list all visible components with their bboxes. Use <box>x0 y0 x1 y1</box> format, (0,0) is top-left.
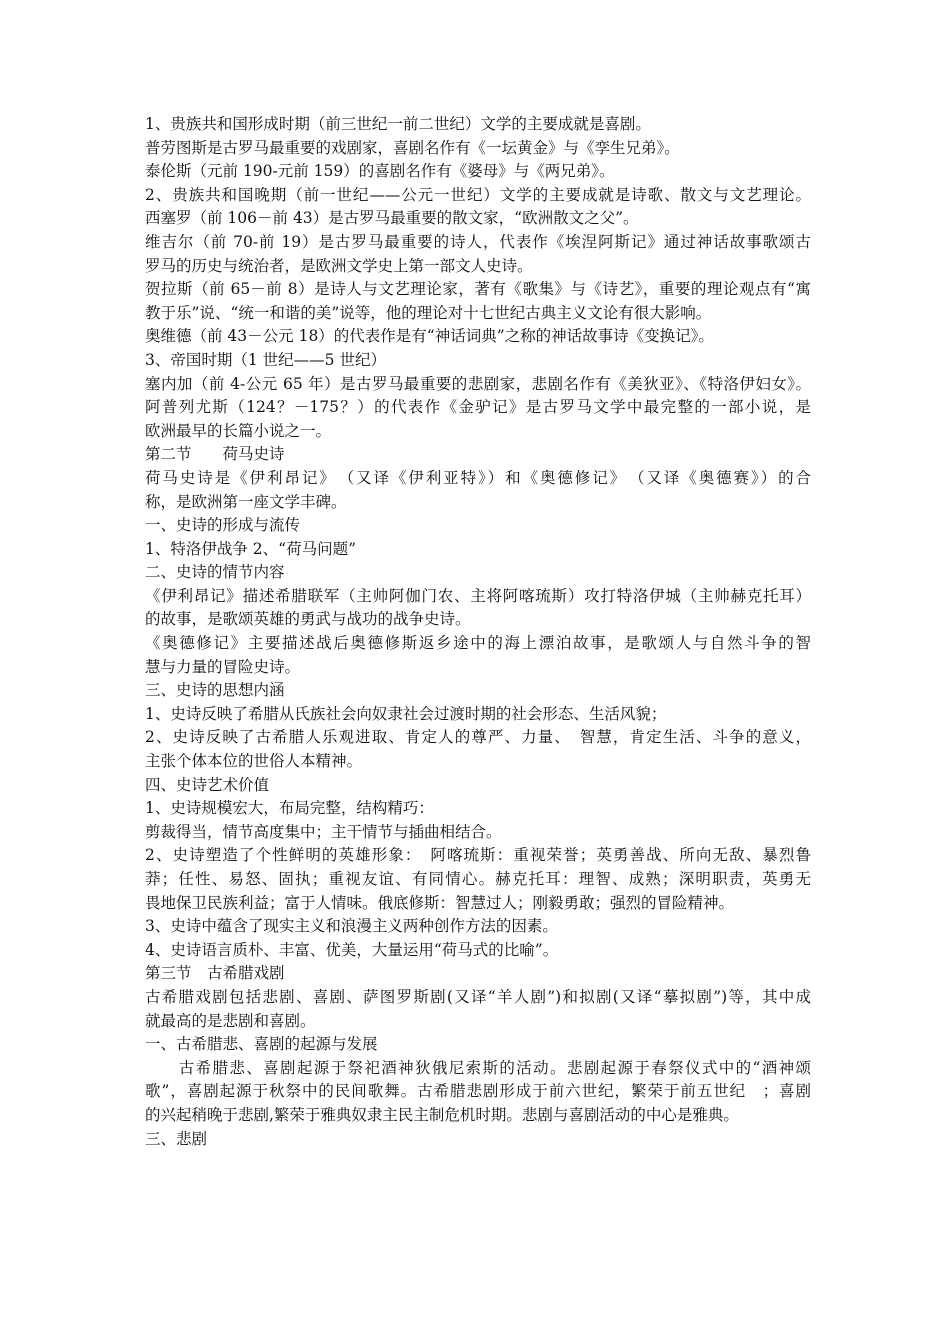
text-line: 教于乐”说、“统一和谐的美”说等，他的理论对十七世纪古典主义文论有很大影响。 <box>145 303 712 322</box>
text-line: 1、史诗规模宏大，布局完整，结构精巧： <box>145 799 434 818</box>
text-line: 主张个体本位的世俗人本精神。 <box>145 752 363 771</box>
text-line: 西塞罗（前 106－前 43）是古罗马最重要的散文家，“欧洲散文之父”。 <box>145 209 639 228</box>
text-line: 3、帝国时期（1 世纪——5 世纪） <box>145 350 386 369</box>
text-line: 《伊利昂记》描述希腊联军（主帅阿伽门农、主将阿喀琉斯）攻打特洛伊城（主帅赫克托耳） <box>145 586 811 605</box>
text-line: 莽；任性、易怒、固执；重视友谊、有同情心。赫克托耳：理智、成熟；深明职责，英勇无 <box>145 870 811 888</box>
text-line: 歌”，喜剧起源于秋祭中的民间歌舞。古希腊悲剧形成于前六世纪，繁荣于前五世纪 ；喜剧 <box>145 1082 811 1101</box>
text-line: 第二节 荷马史诗 <box>145 445 285 464</box>
text-line: 畏地保卫民族利益；富于人情味。俄底修斯：智慧过人；刚毅勇敢；强烈的冒险精神。 <box>145 893 735 912</box>
text-line: 2、史诗反映了古希腊人乐观进取、肯定人的尊严、力量、 智慧，肯定生活、斗争的意义， <box>145 728 811 747</box>
text-line: 欧洲最早的长篇小说之一。 <box>145 421 332 440</box>
text-line: 1、特洛伊战争 2、“荷马问题” <box>145 539 356 558</box>
text-line: 三、悲剧 <box>145 1129 208 1148</box>
text-line: 罗马的历史与统治者，是欧洲文学史上第一部文人史诗。 <box>145 256 533 275</box>
document-body <box>145 113 811 1151</box>
text-line: 3、史诗中蕴含了现实主义和浪漫主义两种创作方法的因素。 <box>145 917 558 936</box>
text-line: 普劳图斯是古罗马最重要的戏剧家，喜剧名作有《一坛黄金》与《孪生兄弟》。 <box>145 138 680 157</box>
text-line: 泰伦斯（元前 190-元前 159）的喜剧名作有《婆母》与《两兄弟》。 <box>145 162 615 181</box>
text-line: 称，是欧洲第一座文学丰碑。 <box>145 492 347 511</box>
text-line: 第三节 古希腊戏剧 <box>145 964 285 983</box>
text-line: 2、贵族共和国晚期（前一世纪——公元一世纪）文学的主要成就是诗歌、散文与文艺理论。 <box>145 185 811 204</box>
text-line: 三、史诗的思想内涵 <box>145 681 285 700</box>
text-line: 的兴起稍晚于悲剧,繁荣于雅典奴隶主民主制危机时期。悲剧与喜剧活动的中心是雅典。 <box>145 1105 739 1124</box>
text-line: 就最高的是悲剧和喜剧。 <box>145 1011 316 1030</box>
text-line: 一、古希腊悲、喜剧的起源与发展 <box>145 1035 378 1054</box>
text-line: 塞内加（前 4-公元 65 年）是古罗马最重要的悲剧家，悲剧名作有《美狄亚》、《特洛伊妇女》。 <box>145 374 811 393</box>
text-line: 贺拉斯（前 65－前 8）是诗人与文艺理论家，著有《歌集》与《诗艺》，重要的理论观点有“寓 <box>145 280 811 299</box>
text-line: 4、史诗语言质朴、丰富、优美，大量运用“荷马式的比喻”。 <box>145 940 559 959</box>
text-line: 一、史诗的形成与流传 <box>145 516 301 535</box>
text-line: 二、史诗的情节内容 <box>145 563 285 582</box>
text-line: 四、史诗艺术价值 <box>145 775 270 794</box>
text-line: 古希腊悲、喜剧起源于祭祀酒神狄俄尼索斯的活动。悲剧起源于春祭仪式中的“酒神颂 <box>145 1058 811 1077</box>
text-line: 阿普列尤斯（124？－175？）的代表作《金驴记》是古罗马文学中最完整的一部小说，是 <box>145 398 811 417</box>
text-line: 1、贵族共和国形成时期（前三世纪一前二世纪）文学的主要成就是喜剧。 <box>145 115 651 133</box>
text-line: 1、史诗反映了希腊从氏族社会向奴隶社会过渡时期的社会形态、生活风貌； <box>145 704 667 723</box>
text-line: 剪裁得当，情节高度集中；主干情节与插曲相结合。 <box>145 822 502 841</box>
text-line: 慧与力量的冒险史诗。 <box>145 657 301 676</box>
text-line: 奥维德（前 43－公元 18）的代表作是有“神话词典”之称的神话故事诗《变换记》。 <box>145 327 714 346</box>
text-line: 2、史诗塑造了个性鲜明的英雄形象： 阿喀琉斯：重视荣誉；英勇善战、所向无敌、暴烈鲁 <box>145 846 811 865</box>
text-line: 维吉尔（前 70-前 19）是古罗马最重要的诗人，代表作《埃涅阿斯记》通过神话故事歌颂古 <box>145 232 811 251</box>
text-line: 《奥德修记》主要描述战后奥德修斯返乡途中的海上漂泊故事，是歌颂人与自然斗争的智 <box>145 634 811 653</box>
text-line: 古希腊戏剧包括悲剧、喜剧、萨图罗斯剧(又译“羊人剧”)和拟剧(又译“摹拟剧”)等，其中成 <box>145 987 811 1006</box>
text-line: 荷马史诗是《伊利昂记》 （又译《伊利亚特》）和《奥德修记》 （又译《奥德赛》）的合 <box>145 468 811 487</box>
text-line: 的故事，是歌颂英雄的勇武与战功的战争史诗。 <box>145 610 471 629</box>
